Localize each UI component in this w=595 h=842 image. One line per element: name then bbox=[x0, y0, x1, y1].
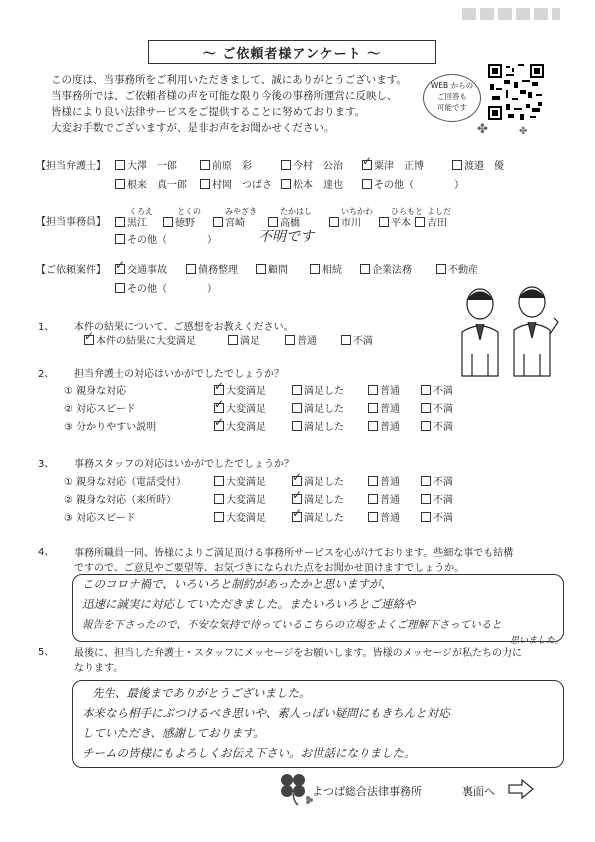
checkbox[interactable] bbox=[341, 335, 351, 345]
lawyer-option[interactable] bbox=[115, 179, 187, 192]
checkbox[interactable] bbox=[310, 264, 320, 274]
checkbox[interactable] bbox=[214, 385, 224, 395]
q3-number: 3、 bbox=[38, 459, 55, 470]
q1-number: 1、 bbox=[38, 322, 55, 333]
option-label: 粟津 正博 bbox=[374, 161, 424, 172]
option-label: 渡邉 優 bbox=[464, 161, 504, 172]
option-label: 相続 bbox=[322, 265, 342, 276]
option-label: 不満 bbox=[353, 336, 373, 347]
staff-option[interactable] bbox=[163, 207, 201, 230]
q5-answer-line: チームの皆様にもよろしくお伝え下さい。お世話になりました。 bbox=[82, 746, 416, 760]
q2-row-label: ③ 分かりやすい説明 bbox=[64, 422, 157, 433]
option-label: 不満 bbox=[433, 495, 453, 506]
checkbox[interactable] bbox=[200, 179, 210, 189]
option-label: その他（ ） bbox=[374, 180, 464, 191]
lawyer-option[interactable] bbox=[362, 160, 424, 173]
option-label: 普通 bbox=[380, 404, 400, 415]
case-option[interactable] bbox=[360, 264, 412, 277]
checkbox[interactable] bbox=[281, 179, 291, 189]
checkbox[interactable] bbox=[256, 264, 266, 274]
checkbox[interactable] bbox=[368, 476, 378, 486]
checkbox[interactable] bbox=[421, 512, 431, 522]
option-label: 黒江 bbox=[127, 218, 147, 229]
q2-row-label: ① 親身な対応 bbox=[64, 386, 127, 397]
furigana: たかはし bbox=[280, 207, 312, 216]
q3-option[interactable] bbox=[214, 512, 266, 525]
checkbox[interactable] bbox=[228, 335, 238, 345]
option-label: 交通事故 bbox=[127, 265, 167, 276]
option-label: 市川 bbox=[341, 218, 361, 229]
checkbox[interactable] bbox=[213, 217, 223, 227]
next-page-label[interactable]: 裏面へ bbox=[462, 785, 495, 798]
clover-logo-icon bbox=[274, 770, 314, 806]
option-label: 顧問 bbox=[268, 265, 288, 276]
option-label: 普通 bbox=[380, 386, 400, 397]
option-label: 大変満足 bbox=[226, 404, 266, 415]
checkbox[interactable] bbox=[163, 217, 173, 227]
q2-option[interactable] bbox=[368, 421, 400, 434]
case-option[interactable] bbox=[115, 283, 217, 296]
case-option[interactable] bbox=[436, 264, 478, 277]
option-label: 大変満足 bbox=[226, 422, 266, 433]
checkbox[interactable] bbox=[214, 476, 224, 486]
q2-option[interactable] bbox=[421, 385, 453, 398]
redacted-id bbox=[462, 8, 560, 20]
lawyer-option[interactable] bbox=[452, 160, 504, 173]
lawyer-option[interactable] bbox=[200, 160, 252, 173]
checkbox[interactable] bbox=[421, 403, 431, 413]
checkbox[interactable] bbox=[115, 283, 125, 293]
lawyer-option[interactable] bbox=[281, 160, 343, 173]
staff-label: 【担当事務員】 bbox=[36, 217, 106, 228]
option-label: 平本 bbox=[391, 218, 411, 229]
q3-option[interactable] bbox=[421, 494, 453, 507]
furigana: いちかわ bbox=[341, 207, 373, 216]
option-label: その他（ ） bbox=[127, 284, 217, 295]
q3-row-label: ② 親身な対応（来所時） bbox=[64, 495, 177, 506]
firm-name: よつば総合法律事務所 bbox=[312, 785, 422, 798]
checkbox[interactable] bbox=[214, 512, 224, 522]
checkbox[interactable] bbox=[421, 385, 431, 395]
checkbox[interactable] bbox=[200, 160, 210, 170]
option-label: 高橋 bbox=[280, 218, 300, 229]
checkbox[interactable] bbox=[292, 403, 302, 413]
staff-option[interactable] bbox=[213, 207, 257, 230]
q3-text: 事務スタッフの対応はいかがでしたでしょうか？ bbox=[74, 459, 294, 470]
staff-handwritten-note: 不明です bbox=[258, 229, 314, 245]
q5-answer-line: 先生、最後までありがとうございました。 bbox=[92, 686, 311, 700]
q5-answer-line: 本来なら相手にぶつけるべき思いや、素人っぽい疑問にもきちんと対応 bbox=[82, 706, 450, 720]
option-label: 満足した bbox=[304, 495, 344, 506]
case-option[interactable] bbox=[310, 264, 342, 277]
checkbox[interactable] bbox=[362, 160, 372, 170]
intro-line: 大変お手数でございますが、是非お声をお聞かせください。 bbox=[51, 122, 335, 134]
q3-option[interactable] bbox=[368, 494, 400, 507]
q2-number: 2、 bbox=[38, 369, 55, 380]
case-option[interactable] bbox=[256, 264, 288, 277]
option-label: 今村 公治 bbox=[293, 161, 343, 172]
option-label: 普通 bbox=[380, 477, 400, 488]
q4-answer-line: 思いました。 bbox=[510, 636, 565, 646]
option-label: 企業法務 bbox=[372, 265, 412, 276]
checkbox[interactable] bbox=[115, 217, 125, 227]
checkbox[interactable] bbox=[329, 217, 339, 227]
staff-option[interactable] bbox=[329, 207, 373, 230]
q2-row-label: ② 対応スピード bbox=[64, 404, 136, 415]
q1-option[interactable] bbox=[228, 335, 260, 348]
q4-answer-line: 報告を下さったので、不安な気持で待っているこちらの立場をよくご理解下さっていると bbox=[82, 619, 502, 631]
checkbox[interactable] bbox=[292, 421, 302, 431]
q3-option[interactable] bbox=[214, 476, 266, 489]
q2-option[interactable] bbox=[214, 421, 266, 434]
option-label: 本件の結果に大変満足 bbox=[96, 336, 196, 347]
checkbox[interactable] bbox=[368, 512, 378, 522]
checkbox[interactable] bbox=[292, 512, 302, 522]
q2-option[interactable] bbox=[421, 403, 453, 416]
option-label: 不満 bbox=[433, 386, 453, 397]
q5-text-line: 最後に、担当した弁護士・スタッフにメッセージをお願いします。皆様のメッセージが私たちの力に bbox=[74, 648, 522, 659]
q5-number: 5、 bbox=[38, 647, 55, 658]
checkbox[interactable] bbox=[421, 494, 431, 504]
checkbox[interactable] bbox=[421, 476, 431, 486]
checkbox[interactable] bbox=[115, 160, 125, 170]
checkbox[interactable] bbox=[360, 264, 370, 274]
option-label: 普通 bbox=[380, 513, 400, 524]
option-label: 宮崎 bbox=[225, 218, 245, 229]
furigana: ひらもと bbox=[391, 207, 423, 216]
checkbox[interactable] bbox=[292, 385, 302, 395]
option-label: 徳野 bbox=[175, 218, 195, 229]
lawyer-option[interactable] bbox=[281, 179, 343, 192]
q5-text-line: なります。 bbox=[74, 663, 124, 674]
lawyer-option[interactable] bbox=[362, 179, 464, 192]
checkbox[interactable] bbox=[214, 421, 224, 431]
arrow-right-icon[interactable] bbox=[508, 779, 534, 799]
q1-option[interactable] bbox=[285, 335, 317, 348]
option-label: 吉田 bbox=[427, 218, 447, 229]
q2-option[interactable] bbox=[292, 385, 344, 398]
furigana: とくの bbox=[177, 207, 201, 216]
option-label: 不満 bbox=[433, 477, 453, 488]
q2-option[interactable] bbox=[368, 403, 400, 416]
web-bubble bbox=[423, 74, 481, 122]
checkbox[interactable] bbox=[368, 494, 378, 504]
q3-option[interactable] bbox=[368, 476, 400, 489]
checkbox[interactable] bbox=[368, 421, 378, 431]
q4-text-line: 事務所職員一同、皆様によりご満足頂ける事務所サービスを心がけております。些細な事でも結構 bbox=[74, 548, 514, 559]
furigana: よしだ bbox=[427, 207, 451, 216]
q3-option[interactable] bbox=[368, 512, 400, 525]
checkbox[interactable] bbox=[285, 335, 295, 345]
intro-line: 当事務所では、ご依頼者様の声を可能な限り今後の事務所運営に反映し、 bbox=[51, 90, 398, 102]
case-label: 【ご依頼案件】 bbox=[36, 265, 106, 276]
q5-text bbox=[74, 646, 522, 676]
case-option[interactable] bbox=[115, 264, 167, 277]
q4-text bbox=[74, 546, 513, 576]
option-label: 不満 bbox=[433, 422, 453, 433]
intro-line: この度は、当事務所をご利用いただきまして、誠にありがとうございます。 bbox=[51, 74, 407, 86]
q1-text: 本件の結果について、ご感想をお教えください。 bbox=[74, 322, 294, 333]
clover-icon: ✤ bbox=[477, 122, 488, 137]
intro-line: 皆様により良い法律サービスをご提供することに努めております。 bbox=[51, 106, 366, 118]
option-label: 普通 bbox=[380, 422, 400, 433]
checkbox[interactable] bbox=[214, 494, 224, 504]
lawyer-option[interactable] bbox=[115, 160, 177, 173]
checkbox[interactable] bbox=[379, 217, 389, 227]
q3-row-label: ① 親身な対応（電話受付） bbox=[64, 477, 187, 488]
checkbox[interactable] bbox=[436, 264, 446, 274]
option-label: 大変満足 bbox=[226, 495, 266, 506]
option-label: 松本 達也 bbox=[293, 180, 343, 191]
q3-option[interactable] bbox=[214, 494, 266, 507]
option-label: 根来 真一郎 bbox=[127, 180, 187, 191]
option-label: 村岡 つばさ bbox=[212, 180, 272, 191]
q4-text-line: ですので、ご意見やご要望等、お気づきになられた点をお聞かせ頂けますでしょうか。 bbox=[74, 563, 465, 574]
q5-answer-line: していただき、感謝しております。 bbox=[82, 726, 265, 740]
lawyer-label: 【担当弁護士】 bbox=[36, 161, 106, 172]
q2-option[interactable] bbox=[292, 421, 344, 434]
option-label: 満足した bbox=[304, 513, 344, 524]
q2-text: 担当弁護士の対応はいかがでしたでしょうか？ bbox=[74, 369, 284, 380]
option-label: 普通 bbox=[297, 336, 317, 347]
checkbox[interactable] bbox=[115, 264, 125, 274]
option-label: 満足した bbox=[304, 386, 344, 397]
option-label: 大澤 一郎 bbox=[127, 161, 177, 172]
option-label: 大変満足 bbox=[226, 477, 266, 488]
checkbox[interactable] bbox=[214, 403, 224, 413]
page-title: ～ ご依頼者様アンケート ～ bbox=[202, 47, 382, 62]
checkbox[interactable] bbox=[421, 421, 431, 431]
q3-row-label: ③ 対応スピード bbox=[64, 513, 136, 524]
bubble-line: WEB からの bbox=[430, 81, 474, 90]
lawyers-illustration bbox=[452, 284, 564, 380]
option-label: 不満 bbox=[433, 404, 453, 415]
checkbox[interactable] bbox=[115, 179, 125, 189]
option-label: 前原 彩 bbox=[212, 161, 252, 172]
option-label: 大変満足 bbox=[226, 513, 266, 524]
option-label: 債務整理 bbox=[198, 265, 238, 276]
q3-option[interactable] bbox=[421, 512, 453, 525]
checkbox[interactable] bbox=[292, 494, 302, 504]
q3-option[interactable] bbox=[421, 476, 453, 489]
checkbox[interactable] bbox=[292, 476, 302, 486]
qr-code[interactable] bbox=[488, 64, 544, 120]
checkbox[interactable] bbox=[452, 160, 462, 170]
q2-option[interactable] bbox=[368, 385, 400, 398]
staff-option[interactable] bbox=[415, 207, 451, 230]
q1-option[interactable] bbox=[84, 335, 196, 348]
option-label: その他（ ） bbox=[127, 235, 217, 246]
q4-answer-line: 迅速に誠実に対応していただきました。またいろいろとご連絡や bbox=[82, 597, 416, 611]
staff-option[interactable] bbox=[268, 207, 312, 230]
checkbox[interactable] bbox=[281, 160, 291, 170]
option-label: 不満 bbox=[433, 513, 453, 524]
checkbox[interactable] bbox=[415, 217, 425, 227]
q3-option[interactable] bbox=[292, 512, 344, 525]
option-label: 満足した bbox=[304, 477, 344, 488]
intro-text bbox=[51, 72, 407, 136]
checkbox[interactable] bbox=[368, 385, 378, 395]
option-label: 満足した bbox=[304, 404, 344, 415]
staff-option[interactable] bbox=[115, 207, 153, 230]
option-label: 大変満足 bbox=[226, 386, 266, 397]
q2-option[interactable] bbox=[421, 421, 453, 434]
option-label: 不動産 bbox=[448, 265, 478, 276]
checkbox[interactable] bbox=[268, 217, 278, 227]
checkbox[interactable] bbox=[115, 234, 125, 244]
q1-option[interactable] bbox=[341, 335, 373, 348]
bubble-line: 可能です bbox=[437, 103, 467, 112]
checkbox[interactable] bbox=[84, 335, 94, 345]
bubble-line: ご回答も bbox=[437, 92, 467, 101]
lawyer-option[interactable] bbox=[200, 179, 272, 192]
option-label: 満足 bbox=[240, 336, 260, 347]
clover-icon: ✤ bbox=[519, 126, 528, 137]
q4-number: 4、 bbox=[38, 547, 55, 558]
case-option[interactable] bbox=[186, 264, 238, 277]
q4-answer-line: このコロナ禍で、いろいろと制約があったかと思いますが、 bbox=[82, 577, 393, 591]
checkbox[interactable] bbox=[368, 403, 378, 413]
furigana: みやざき bbox=[225, 207, 257, 216]
checkbox[interactable] bbox=[186, 264, 196, 274]
q2-option[interactable] bbox=[292, 403, 344, 416]
option-label: 満足した bbox=[304, 422, 344, 433]
staff-option[interactable] bbox=[115, 234, 217, 247]
furigana: くろえ bbox=[129, 207, 153, 216]
checkbox[interactable] bbox=[362, 179, 372, 189]
option-label: 普通 bbox=[380, 495, 400, 506]
